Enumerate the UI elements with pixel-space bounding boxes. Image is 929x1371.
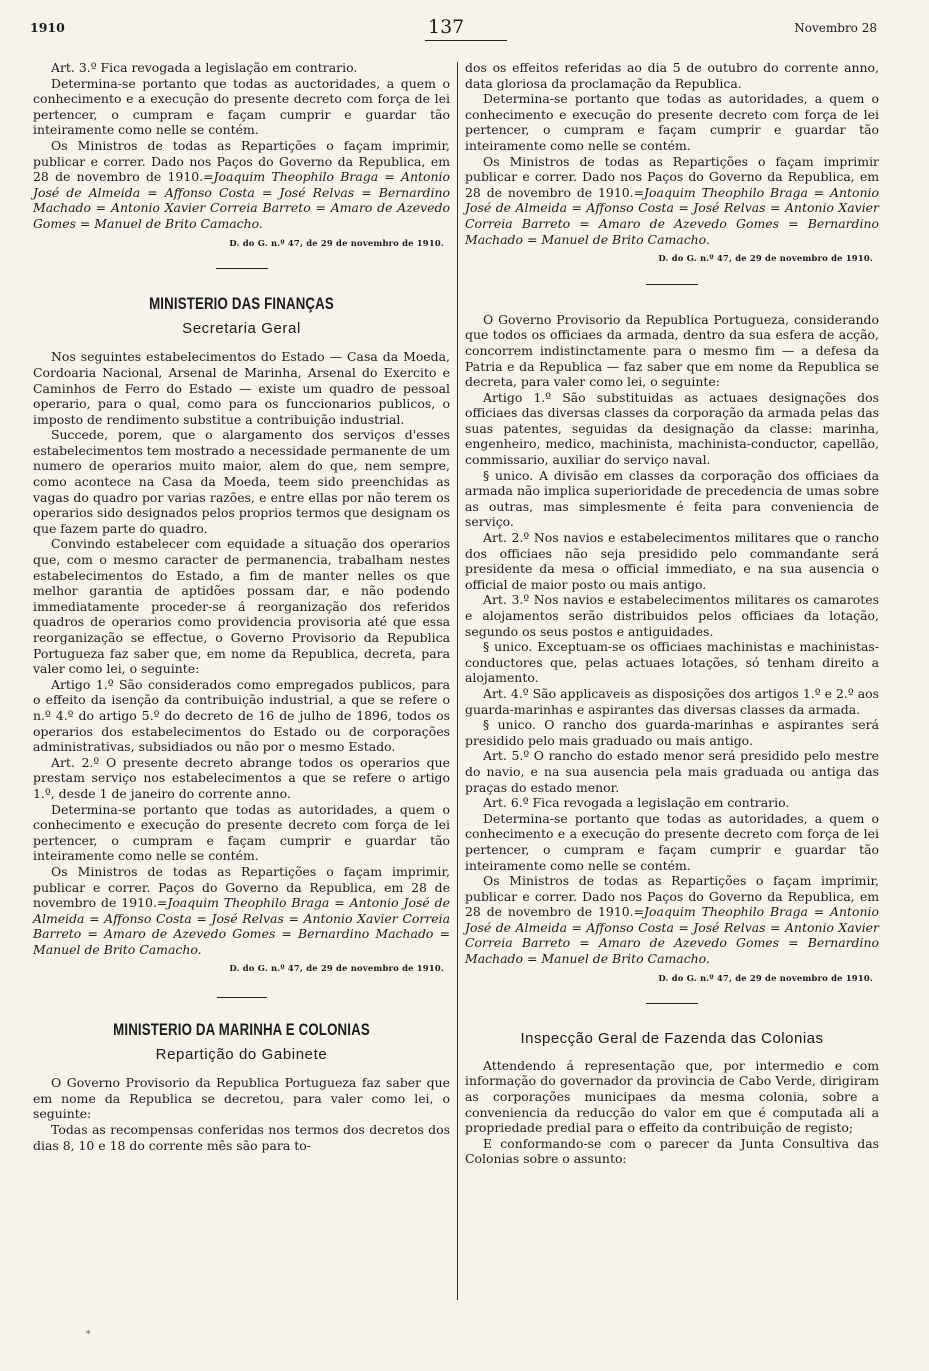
- source-citation: D. do G. n.º 47, de 29 de novembro de 1910.: [658, 253, 873, 264]
- paragraph-text: Os Ministros de todas as Repartições o façam imprimir, publicar e correr. Dado nos Paços do Governo da Republica, em 28 de novembro de 1910.: [465, 873, 879, 920]
- paragraph: Art. 2.º O presente decreto abrange todos os operarios que prestam serviço nos estabelecimentos a que se refere o artigo 1.º, desde 1 de janeiro do corrente anno.: [33, 754, 450, 801]
- decree-continuation-right: [465, 60, 879, 267]
- header-year: 1910: [30, 20, 65, 35]
- paragraph: Todas as recompensas conferidas nos termos dos decretos dos dias 8, 10 e 18 do corrente mês são para to-: [33, 1122, 450, 1153]
- ministry-title: MINISTERIO DA MARINHA E COLONIAS: [113, 1020, 370, 1040]
- paragraph: § unico. Exceptuam-se os officiaes machinistas e machinistas-conductores que, pelas actuaes lotações, só tenham direito a alojamento.: [465, 639, 879, 686]
- paragraph: § unico. O rancho dos guarda-marinhas e aspirantes será presidido pelo mais graduado ou mais antigo.: [465, 717, 879, 748]
- column-divider: [457, 62, 458, 1300]
- paragraph: Art. 4.º São applicaveis as disposições dos artigos 1.º e 2.º aos guarda-marinhas e aspirantes das diversas classes da armada.: [465, 685, 879, 717]
- page-header: [30, 18, 877, 40]
- signatures: =Joaquim Theophilo Braga = Antonio José de Almeida = Affonso Costa = José Relvas = Bernardino Machado = Antonio Xavier Correia Barreto = Amaro de Azevedo Gomes = Manuel de Brito Camacho.: [33, 169, 450, 231]
- source-citation: D. do G. n.º 47, de 29 de novembro de 1910.: [229, 237, 444, 248]
- paragraph: Determina-se portanto que todas as autoridades, a quem o conhecimento e a execução do presente decreto com força de lei pertencer, o cumpram e façam cumprir e guardar tão inteiramente como nelle se contém.: [465, 810, 879, 873]
- section-separator: [217, 997, 267, 998]
- paragraph: Art. 3.º Nos navios e estabelecimentos militares os camarotes e alojamentos serão distribuidos pelos officiaes da lotação, segundo os seus postos e antiguidades.: [465, 592, 879, 639]
- paragraph: Determina-se portanto que todas as autoridades, a quem o conhecimento e execução do presente decreto com força de lei pertencer, o cumpram e façam cumprir e guardar tão inteiramente como nelle se contém.: [33, 801, 450, 864]
- paragraph: § unico. A divisão em classes da corporação dos officiaes da armada não implica superioridade de precedencia de umas sobre as outras, mas simplesmente é feita para conveniencia de serviço.: [465, 467, 879, 530]
- right-column: [465, 60, 879, 1167]
- paragraph-text: Os Ministros de todas as Repartições o façam imprimir, publicar e correr. Dado nos Paços do Governo da Republica, em 28 de novembro de 1910.: [33, 137, 450, 185]
- paragraph: O Governo Provisorio da Republica Portugueza faz saber que em nome da Republica se decretou, para valer como lei, o seguinte:: [33, 1075, 450, 1122]
- paragraph: E conformando-se com o parecer da Junta Consultiva das Colonias sobre o assunto:: [465, 1135, 879, 1167]
- left-column: [33, 60, 450, 1153]
- signatures: =Joaquim Theophilo Braga = Antonio José de Almeida = Affonso Costa = José Relvas = Antonio Xavier Correia Barreto = Amaro de Azevedo Gomes = Bernardino Machado = Manuel de Brito Camacho.: [33, 895, 450, 957]
- paragraph: [465, 873, 879, 967]
- decree-continuation-left: [33, 60, 450, 251]
- paragraph-text: Os Ministros de todas as Repartições o façam imprimir publicar e correr. Dado nos Paços do Governo da Republica, em 28 de novembro de 1910.: [465, 153, 879, 200]
- header-rule: [425, 40, 507, 41]
- paragraph: Art. 3.º Fica revogada a legislação em contrario.: [51, 60, 358, 75]
- source-citation: D. do G. n.º 47, de 29 de novembro de 1910.: [658, 972, 873, 983]
- paragraph: Determina-se portanto que todas as autoridades, a quem o conhecimento e execução do presente decreto com força de lei pertencer, o cumpram e façam cumprir e guardar tão inteiramente como nelle se contém.: [465, 91, 879, 153]
- ministry-title: MINISTERIO DAS FINANÇAS: [149, 294, 334, 314]
- paragraph: Determina-se portanto que todas as auctoridades, a quem o conhecimento e a execução do presente decreto com força de lei pertencer, o cumpram e façam cumprir e guardar tão inteiramente como nelle se contém.: [33, 75, 450, 138]
- signatures: =Joaquim Theophilo Braga = Antonio José de Almeida = Affonso Costa = José Relvas = Antonio Xavier Correia Barreto = Amaro de Azevedo Gomes = Bernardino Machado = Manuel de Brito Camacho.: [465, 904, 879, 967]
- paragraph: Artigo 1.º São substituidas as actuaes designações dos officiaes das diversas classes da corporação da armada pelas das suas patentes, seguidas da designação da classe: marinha, engenheiro, medico, machinista, machinista-conductor, capellão, commissario, auxiliar do serviço naval.: [465, 389, 879, 468]
- ministry-marinha-section: [33, 1022, 450, 1153]
- paragraph: [33, 138, 450, 232]
- section-title: Inspecção Geral de Fazenda das Colonias: [520, 1030, 824, 1048]
- section-separator: [646, 284, 698, 285]
- paragraph: dos os effeitos referidas ao dia 5 de outubro do corrente anno, data gloriosa da proclamação da Republica.: [465, 60, 879, 91]
- footer-mark: *: [86, 1330, 91, 1340]
- header-page-number: 137: [428, 16, 465, 38]
- section-separator: [646, 1003, 698, 1004]
- paragraph: [33, 864, 450, 958]
- paragraph: [465, 154, 879, 248]
- paragraph: Succede, porem, que o alargamento dos serviços d'esses estabelecimentos tem mostrado a necessidade permanente de um numero de operarios muito maior, alem do que, nem sempre, como acontece na Casa da Moeda, teem sido preenchidas as vagas do quadro por varias razões, e entre ellas por não terem os operarios sido designados pelos proprios termos que designam os que fazem parte do quadro.: [33, 427, 450, 536]
- paragraph: O Governo Provisorio da Republica Portugueza, considerando que todos os officiaes da armada, dentro da sua esfera de acção, concorrem indistinctamente para o mesmo fim — a defesa da Patria e da Republica — faz saber que em nome da Republica se decreta, para valer como lei, o seguinte:: [465, 311, 879, 390]
- decree-armada-section: [465, 312, 879, 987]
- paragraph: Artigo 1.º São considerados como empregados publicos, para o effeito da isenção da contribuição industrial, a que se refere o n.º 4.º do artigo 5.º do decreto de 16 de julho de 1896, todos os operarios dos estabelecimentos do Estado ou de corporações administrativas, subsidiados ou não por o mesmo Estado.: [33, 676, 450, 755]
- section-separator: [216, 268, 268, 269]
- paragraph-text: Os Ministros de todas as Repartições o façam imprimir, publicar e correr. Paços do Governo da Republica, em 28 de novembro de 1910.: [33, 863, 450, 911]
- paragraph: Art. 6.º Fica revogada a legislação em contrario.: [483, 795, 790, 811]
- ministry-financas-section: [33, 296, 450, 977]
- paragraph: Art. 2.º Nos navios e estabelecimentos militares que o rancho dos officiaes não seja presidido pelo commandante será presidente da mesa o official immediato, e na sua ausencia o official de maior posto ou mais antigo.: [465, 530, 879, 592]
- source-citation: D. do G. n.º 47, de 29 de novembro de 1910.: [229, 963, 444, 974]
- paragraph: Attendendo á representação que, por intermedio e com informação do governador da provincia de Cabo Verde, dirigiram as corporações municipaes da mesma colonia, sobre a conveniencia da reducção do valor em que é computada ali a propriedade predial para o effeito da contribuição de registo;: [465, 1057, 879, 1136]
- department-subtitle: Repartição do Gabinete: [155, 1045, 328, 1063]
- department-subtitle: Secretaria Geral: [182, 319, 301, 337]
- paragraph: Art. 5.º O rancho do estado menor será presidido pelo mestre do navio, e na sua ausencia pela mais graduada ou antiga das praças do estado menor.: [465, 748, 879, 795]
- paragraph: Convindo estabelecer com equidade a situação dos operarios que, com o mesmo caracter de permanencia, trabalham nestes estabelecimentos do Estado, a fim de manter nelles os que melhor garantia de aptidões possam dar, e não podendo immediatamente proceder-se á reorganização dos referidos quadros de operarios como providencia provisoria até que essa reorganização se effectue, o Governo Provisorio da Republica Portugueza faz saber que, em nome da Republica, decreta, para valer como lei, o seguinte:: [33, 536, 450, 677]
- inspeccao-section: [465, 1031, 879, 1167]
- paragraph: Nos seguintes estabelecimentos do Estado — Casa da Moeda, Cordoaria Nacional, Arsenal de Marinha, Arsenal do Exercito e Caminhos de Ferro do Estado — existe um quadro de pessoal operario, para o qual, como para os funccionarios publicos, o imposto de rendimento substitue a contribuição industrial.: [33, 349, 450, 427]
- header-date: Novembro 28: [794, 21, 877, 35]
- signatures: =Joaquim Theophilo Braga = Antonio José de Almeida = Affonso Costa = José Relvas = Antonio Xavier Correia Barreto = Amaro de Azevedo Gomes = Bernardino Machado = Manuel de Brito Camacho.: [465, 184, 879, 247]
